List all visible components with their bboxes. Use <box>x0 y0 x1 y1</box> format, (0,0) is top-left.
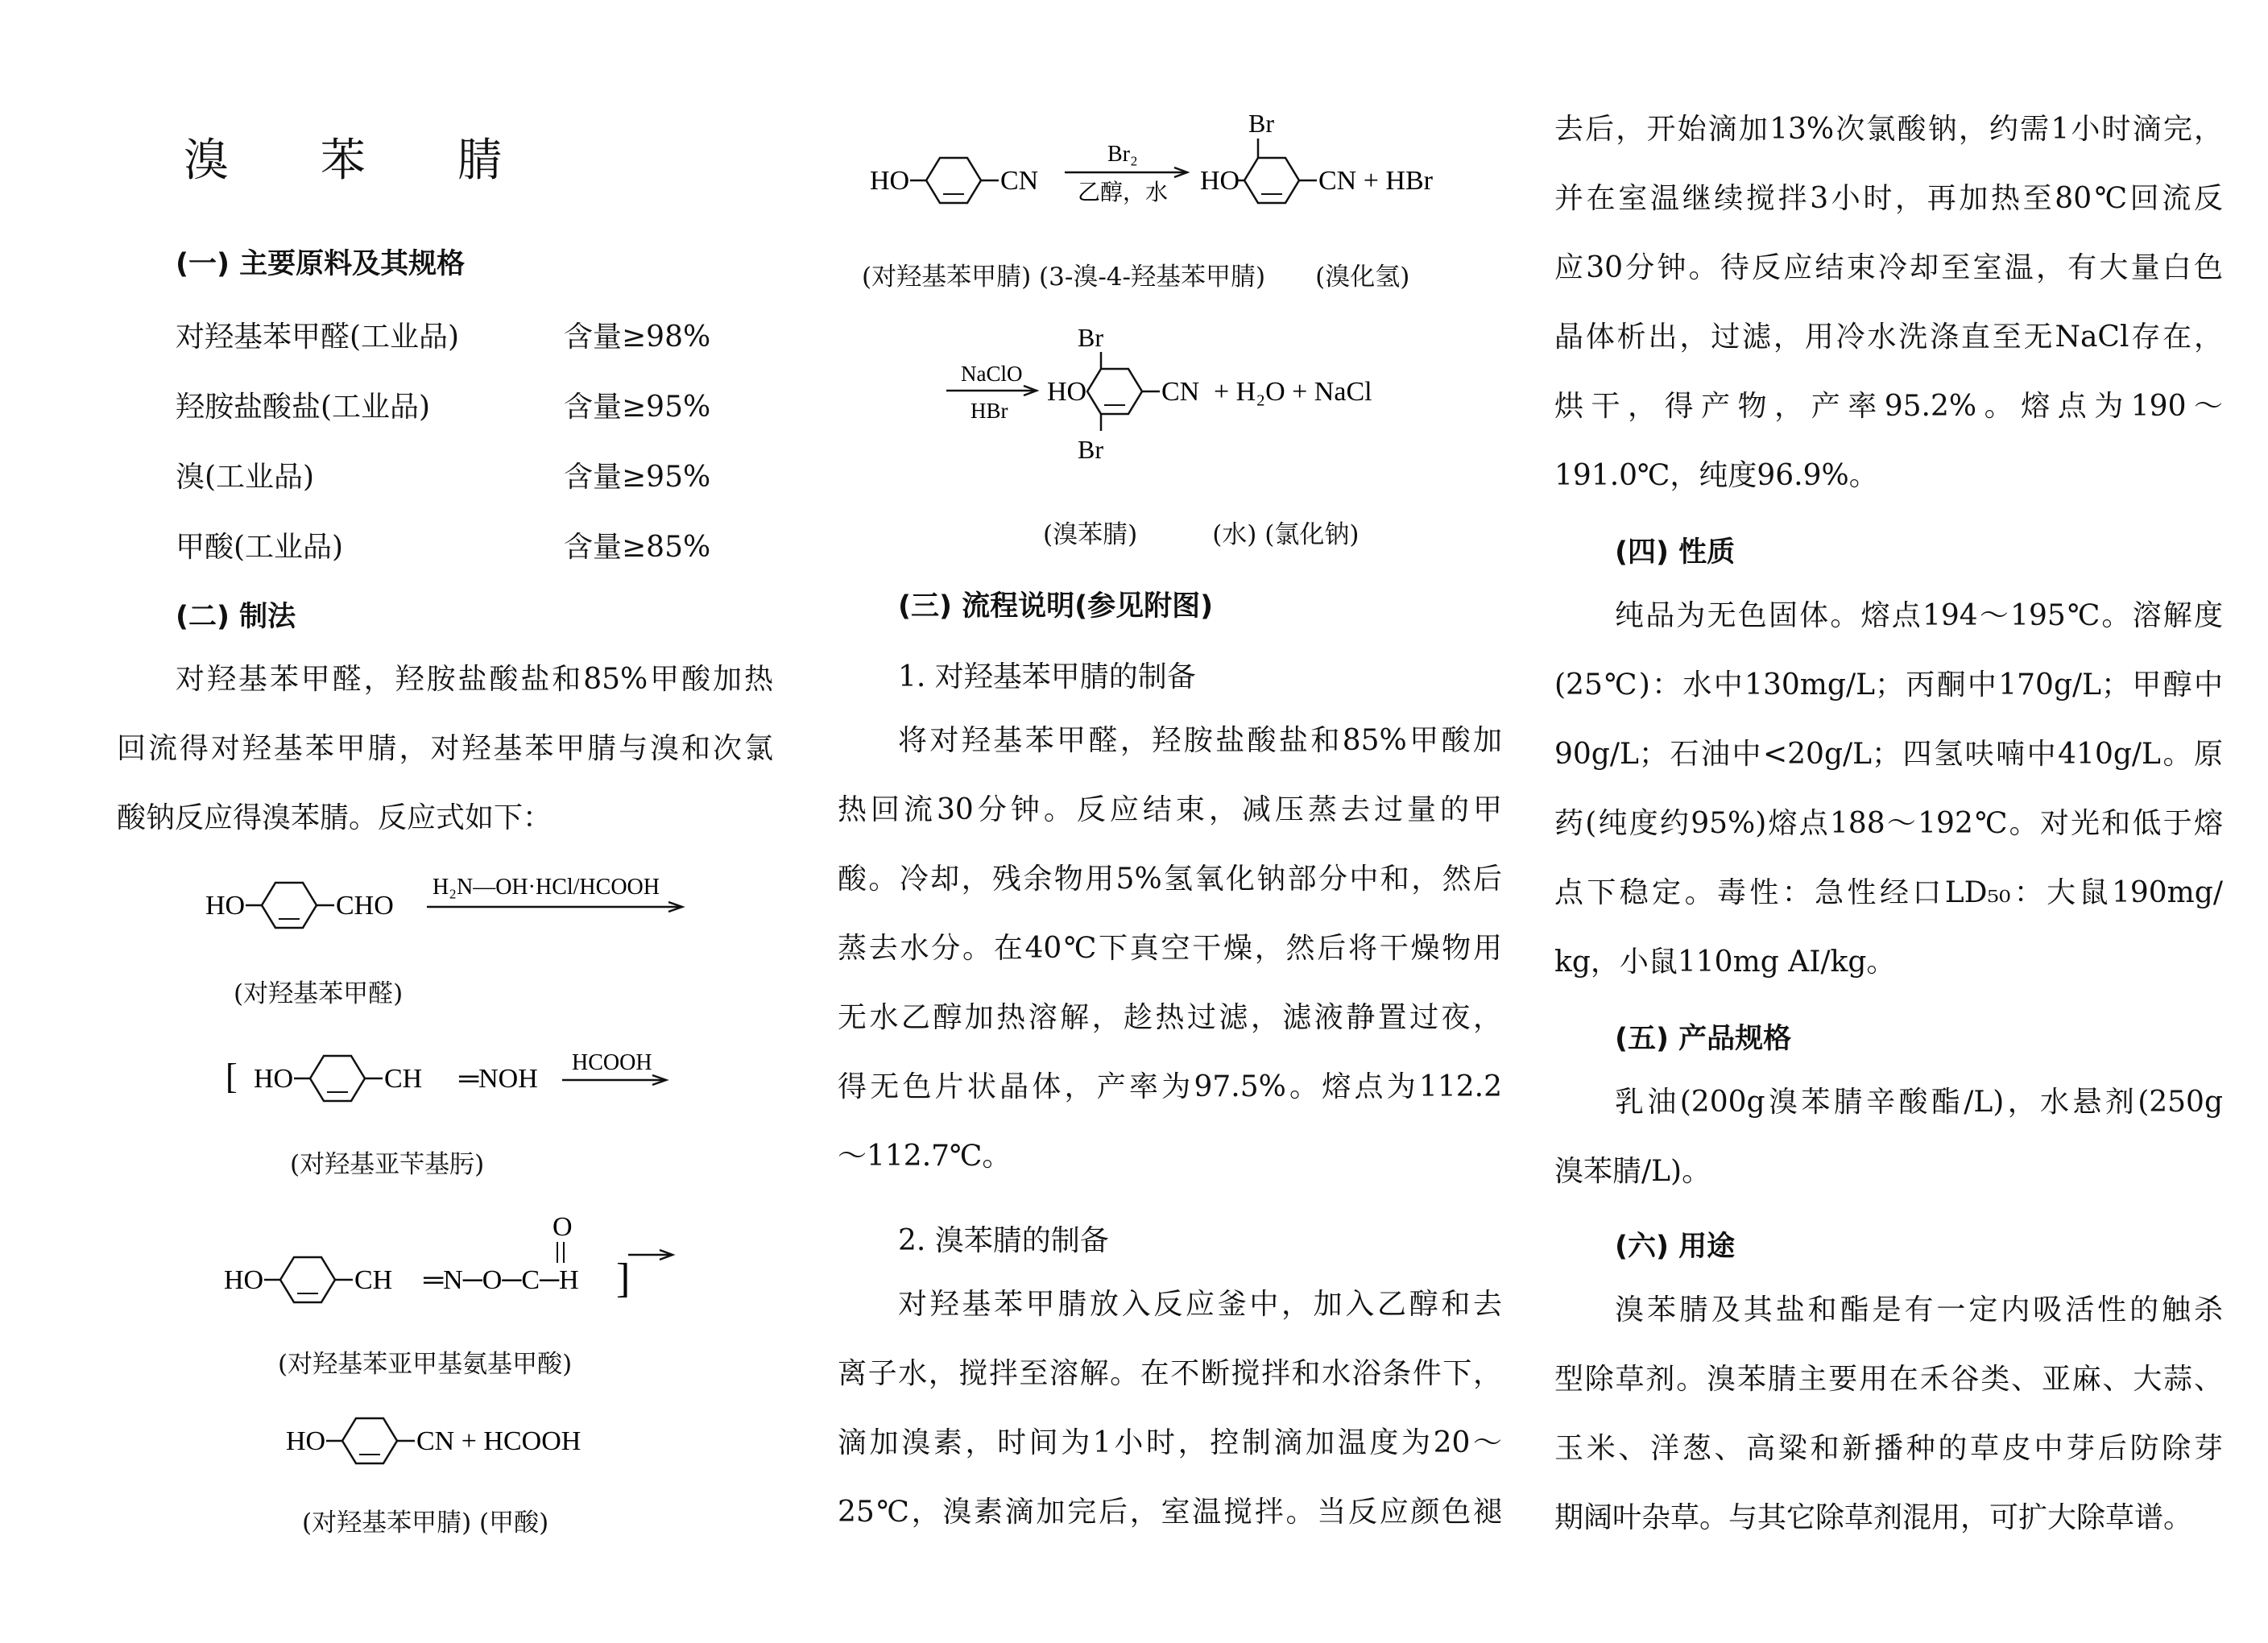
reaction4-caption: (对羟基苯甲腈) (甲酸) <box>302 1508 549 1537</box>
material-spec: 含量≥85% <box>564 531 711 564</box>
text-line: 乳油(200g溴苯腈辛酸酯/L)，水悬剂(250g <box>1615 1086 2223 1119</box>
text-line: 去后，开始滴加13%次氯酸钠，约需1小时滴完， <box>1554 113 2223 146</box>
text-line: 药(纯度约95%)熔点188～192℃。对光和低于熔 <box>1554 807 2223 840</box>
br-top-label: Br <box>1078 323 1103 352</box>
section4-paragraph <box>1554 581 2223 997</box>
reaction2-scheme <box>226 1043 677 1115</box>
text-line: kg，小鼠110mg AI/kg。 <box>1554 946 1896 979</box>
subsection2-heading: 2. 溴苯腈的制备 <box>898 1224 1109 1257</box>
text-line: 离子水，搅拌至溶解。在不断搅拌和水浴条件下， <box>838 1357 1502 1390</box>
section2-heading: (二) 制法 <box>176 601 296 633</box>
section4-heading: (四) 性质 <box>1615 536 1736 569</box>
text-line: 90g/L；石油中<20g/L；四氢呋喃中410g/L。原 <box>1554 738 2223 771</box>
br-label: Br <box>1248 109 1274 138</box>
ho-label: HO <box>286 1426 326 1456</box>
text-line: 滴加溴素，时间为1小时，控制滴加温度为20～ <box>838 1426 1502 1459</box>
text-line: 应30分钟。待反应结束冷却至室温，有大量白色 <box>1554 251 2223 284</box>
ho-label: HO <box>254 1064 294 1094</box>
benzene-ring <box>926 158 981 203</box>
text-line: 对羟基苯甲腈放入反应釜中，加入乙醇和去 <box>898 1288 1502 1321</box>
cn-label: CN <box>1161 377 1200 407</box>
benzene-ring <box>310 1056 365 1101</box>
reagent-top-label: NaClO <box>961 362 1023 386</box>
material-spec: 含量≥95% <box>564 461 711 494</box>
ch-label: CH <box>354 1265 393 1295</box>
text-line: 溴苯腈及其盐和酯是有一定内吸活性的触杀 <box>1615 1293 2223 1326</box>
text-line: 纯品为无色固体。熔点194～195℃。溶解度 <box>1615 599 2223 632</box>
text-line: 热回流30分钟。反应结束，减压蒸去过量的甲 <box>838 793 1502 826</box>
subsection1-heading: 1. 对羟基苯甲腈的制备 <box>898 660 1196 693</box>
benzene-ring <box>342 1418 397 1463</box>
text-line: 无水乙醇加热溶解，趁热过滤，滤液静置过夜， <box>838 1001 1502 1034</box>
reagent-bottom-label: 乙醇，水 <box>1078 180 1169 205</box>
text-line: (25℃)：水中130mg/L；丙酮中170g/L；甲醇中 <box>1554 668 2223 701</box>
section5-paragraph <box>1554 1068 2223 1206</box>
ho-label: HO <box>205 891 246 921</box>
section5-heading: (五) 产品规格 <box>1615 1023 1792 1055</box>
material-name: 甲酸(工业品) <box>176 531 344 564</box>
br-bottom-label: Br <box>1078 435 1103 464</box>
benzene-ring <box>1244 158 1299 203</box>
ho-label-product: HO <box>1200 166 1240 196</box>
reaction1-caption: (对羟基苯甲醛) <box>234 979 404 1008</box>
text-line: 得无色片状晶体，产率为97.5%。熔点为112.2 <box>838 1070 1502 1103</box>
section3-paragraph1 <box>838 706 1502 1191</box>
continued-paragraph <box>1554 95 2223 511</box>
text-line: 酸。冷却，残余物用5%氢氧化钠部分中和，然后 <box>838 863 1502 896</box>
text-line: 晶体析出，过滤，用冷水洗涤直至无NaCl存在， <box>1554 321 2223 354</box>
reagent-bottom-label: HBr <box>971 399 1008 423</box>
material-name: 羟胺盐酸盐(工业品) <box>176 391 431 424</box>
reaction5-scheme <box>870 105 1482 226</box>
ho-label: HO <box>1047 377 1087 407</box>
material-name: 溴(工业品) <box>176 461 315 494</box>
page-title: 溴 苯 腈 <box>184 135 541 187</box>
bracket-left: [ <box>226 1057 238 1096</box>
reaction4-scheme <box>286 1405 624 1478</box>
reaction2-caption: (对羟基亚苄基肟) <box>290 1150 485 1179</box>
text-line: 期阔叶杂草。与其它除草剂混用，可扩大除草谱。 <box>1554 1501 2193 1534</box>
reagent-label: H₂N—OH·HCl/HCOOH <box>432 875 660 900</box>
reaction3-scheme <box>224 1208 683 1313</box>
product-label: CN + HBr <box>1318 166 1433 196</box>
reaction3-caption: (对羟基苯亚甲基氨基甲酸) <box>278 1350 573 1379</box>
bracket-right: ] <box>616 1256 631 1302</box>
reaction5-caption: (对羟基苯甲腈) (3-溴-4-羟基苯甲腈) (溴化氢) <box>862 263 1410 292</box>
ho-label: HO <box>224 1265 264 1295</box>
carbonyl-o-label: O <box>553 1212 573 1242</box>
byproducts-label: + H₂O + NaCl <box>1214 377 1372 407</box>
section3-paragraph2 <box>838 1270 1502 1547</box>
text-line: 溴苯腈/L)。 <box>1554 1155 1711 1188</box>
reaction6-caption: (溴苯腈) (水) (氯化钠) <box>1043 520 1360 549</box>
text-line: 25℃，溴素滴加完后，室温搅拌。当反应颜色褪 <box>838 1496 1502 1529</box>
substituent-label: CHO <box>336 891 394 921</box>
reaction1-scheme <box>205 870 689 942</box>
formyl-chain-label: ═N─O─C─H <box>424 1265 579 1295</box>
text-line: 玉米、洋葱、高粱和新播种的草皮中芽后防除芽 <box>1554 1432 2223 1465</box>
section3-heading: (三) 流程说明(参见附图) <box>898 590 1214 623</box>
reagent-label: HCOOH <box>572 1050 652 1075</box>
ch-label: CH <box>384 1064 423 1094</box>
text-line: ～112.7℃。 <box>838 1140 1012 1173</box>
material-spec: 含量≥95% <box>564 391 711 424</box>
section6-heading: (六) 用途 <box>1615 1231 1736 1263</box>
product-label: CN + HCOOH <box>416 1426 581 1456</box>
cn-label: CN <box>1000 166 1039 196</box>
ho-label: HO <box>870 166 910 196</box>
section2-paragraph <box>117 645 773 853</box>
benzene-ring <box>1087 369 1142 414</box>
reagent-top-label: Br₂ <box>1107 142 1138 167</box>
text-line: 酸钠反应得溴苯腈。反应式如下： <box>117 801 553 834</box>
text-line: 并在室温继续搅拌3小时，再加热至80℃回流反 <box>1554 182 2223 215</box>
text-line: 型除草剂。溴苯腈主要用在禾谷类、亚麻、大蒜、 <box>1554 1363 2223 1396</box>
reaction6-scheme <box>930 323 1446 479</box>
text-line: 对羟基苯甲醛，羟胺盐酸盐和85%甲酸加热 <box>176 663 773 696</box>
text-line: 烘干，得产物，产率95.2%。熔点为190～ <box>1554 390 2223 423</box>
benzene-ring <box>262 883 317 928</box>
text-line: 点下稳定。毒性：急性经口LD₅₀：大鼠190mg/ <box>1554 876 2223 909</box>
material-spec: 含量≥98% <box>564 321 711 354</box>
text-line: 回流得对羟基苯甲腈，对羟基苯甲腈与溴和次氯 <box>117 732 773 765</box>
oxime-label: ═NOH <box>459 1064 538 1094</box>
text-line: 191.0℃，纯度96.9%。 <box>1554 459 1878 492</box>
benzene-ring <box>280 1257 335 1302</box>
material-name: 对羟基苯甲醛(工业品) <box>176 321 460 354</box>
text-line: 将对羟基苯甲醛，羟胺盐酸盐和85%甲酸加 <box>898 724 1502 757</box>
text-line: 蒸去水分。在40℃下真空干燥，然后将干燥物用 <box>838 932 1502 965</box>
section6-paragraph <box>1554 1276 2223 1553</box>
section1-heading: (一) 主要原料及其规格 <box>176 248 466 280</box>
